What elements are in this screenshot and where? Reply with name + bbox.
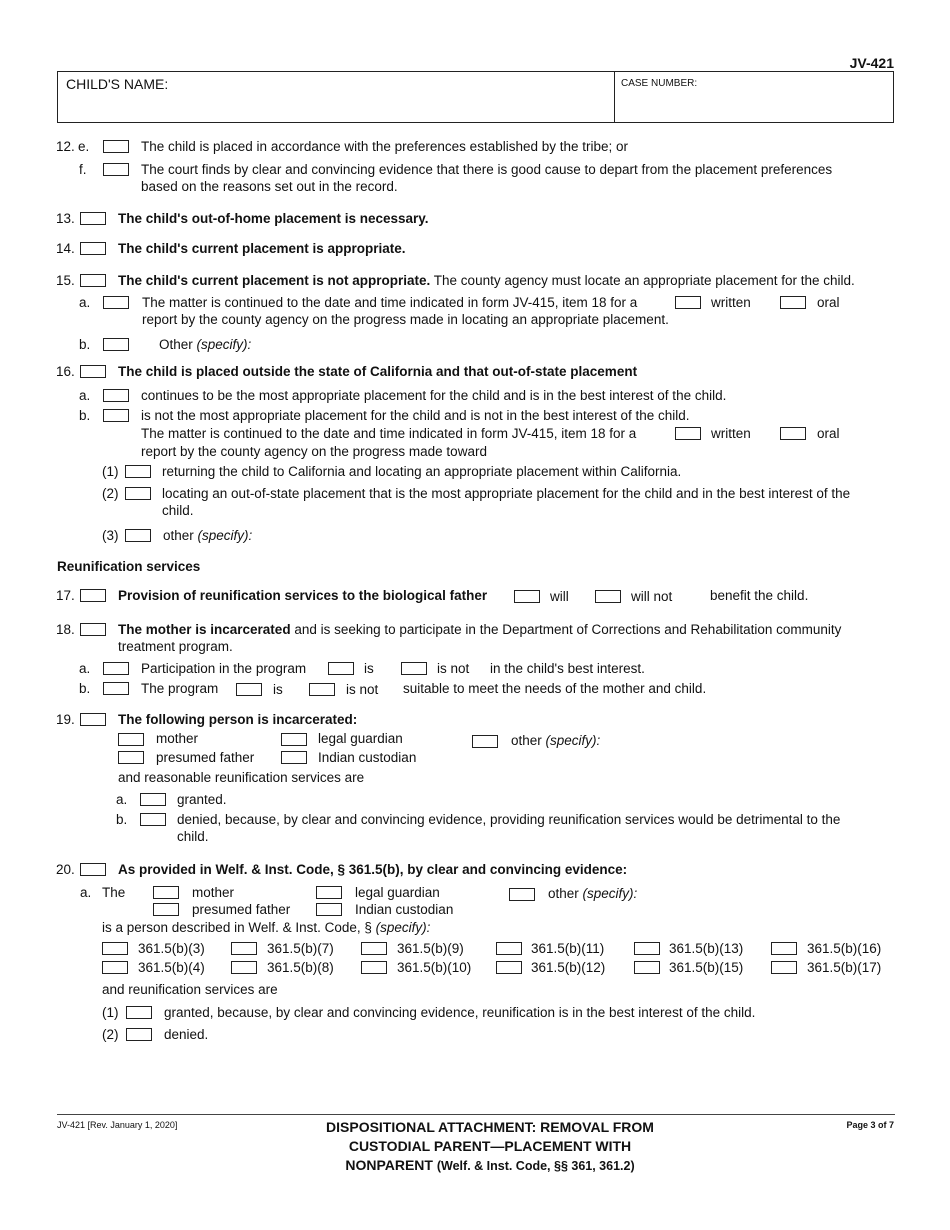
item-12-number: 12. [56,139,75,154]
item-20-2-number: (2) [102,1027,119,1042]
item-17-text: Provision of reunification services to the biological father [118,588,488,603]
item-18a-text: Participation in the program [141,661,307,676]
item-19b-checkbox[interactable] [140,813,166,826]
item-16b1-number: (1) [102,464,119,479]
item-18b-is-not-label: is not [346,682,379,697]
code-label: 361.5(b)(9) [397,941,464,956]
item-17-will-checkbox[interactable] [514,590,540,603]
item-18a-is-not-label: is not [437,661,470,676]
code-checkbox[interactable] [496,942,522,955]
item-16b2-number: (2) [102,486,119,501]
code-checkbox[interactable] [771,942,797,955]
item-20-indian-custodian-label: Indian custodian [355,902,454,917]
item-15b-text [159,337,251,352]
item-16b-written-label: written [711,426,751,441]
footer-title-nonparent: NONPARENT [345,1157,433,1173]
code-checkbox[interactable] [361,961,387,974]
item-16b2-text-1: locating an out-of-state placement that is the most appropriate placement for the child and in the best interest of the [162,486,851,501]
item-16b3-number: (3) [102,528,119,543]
item-13-checkbox[interactable] [80,212,106,225]
item-20-legal-guardian-checkbox[interactable] [316,886,342,899]
item-15a-written-checkbox[interactable] [675,296,701,309]
item-20-presumed-father-label: presumed father [192,902,291,917]
item-16b3-text [163,528,252,543]
footer-page-number: Page 3 of 7 [846,1120,894,1130]
item-18-rest-1: and is seeking to participate in the Department of Corrections and Rehabilitation community [294,622,842,637]
item-20-mother-label: mother [192,885,235,900]
item-18-text-1 [118,622,841,637]
item-20a-letter: a. [80,885,92,900]
item-12f-text-2: based on the reasons set out in the record. [141,179,398,194]
item-19a-checkbox[interactable] [140,793,166,806]
item-19-legal-guardian-label: legal guardian [318,731,403,746]
item-16b-text-1: is not the most appropriate placement for the child and is not in the best interest of the child. [141,408,690,423]
code-label: 361.5(b)(11) [531,941,605,956]
item-15a-oral-label: oral [817,295,840,310]
item-15a-letter: a. [79,295,91,310]
item-18b-letter: b. [79,681,91,696]
item-18a-letter: a. [79,661,91,676]
item-20-specify: (specify): [582,886,638,901]
item-20-reunification: and reunification services are [102,982,278,997]
item-20a-the: The [102,885,126,900]
item-20-person-described [102,920,430,935]
item-12e-text: The child is placed in accordance with the preferences established by the tribe; or [141,139,629,154]
item-20-1-number: (1) [102,1005,119,1020]
footer-title-code: (Welf. & Inst. Code, §§ 361, 361.2) [436,1159,635,1173]
item-15b-letter: b. [79,337,91,352]
item-20-presumed-father-checkbox[interactable] [153,903,179,916]
item-16b-checkbox[interactable] [103,409,129,422]
item-15a-oral-checkbox[interactable] [780,296,806,309]
item-20-1-checkbox[interactable] [126,1006,152,1019]
item-16-number: 16. [56,364,75,379]
item-12f-checkbox[interactable] [103,163,129,176]
item-14-checkbox[interactable] [80,242,106,255]
code-label: 361.5(b)(7) [267,941,334,956]
child-name-label: CHILD'S NAME: [66,76,169,92]
item-12f-text-1: The court finds by clear and convincing evidence that there is good cause to depart from the placement preferences [141,162,833,177]
item-17-checkbox[interactable] [80,589,106,602]
item-19b-letter: b. [116,812,128,827]
code-label: 361.5(b)(8) [267,960,334,975]
item-15-number: 15. [56,273,75,288]
item-16a-checkbox[interactable] [103,389,129,402]
item-18b-is-checkbox[interactable] [236,683,262,696]
item-16b-oral-checkbox[interactable] [780,427,806,440]
item-18a-checkbox[interactable] [103,662,129,675]
header-divider [614,71,615,123]
code-label: 361.5(b)(4) [138,960,205,975]
item-19-mother-label: mother [156,731,199,746]
form-id: JV-421 [849,55,894,71]
code-checkbox[interactable] [361,942,387,955]
item-15-rest: The county agency must locate an appropriate placement for the child. [433,273,855,288]
item-19-mother-checkbox[interactable] [118,733,144,746]
code-checkbox[interactable] [634,942,660,955]
footer-divider [57,1114,895,1115]
reunification-heading: Reunification services [57,559,201,574]
item-18b-checkbox[interactable] [103,682,129,695]
item-20-other-text [548,886,637,901]
item-15a-written-label: written [711,295,751,310]
item-15a-checkbox[interactable] [103,296,129,309]
item-20-person-specify: (specify): [375,920,431,935]
code-checkbox[interactable] [231,961,257,974]
item-20-1-text: granted, because, by clear and convincing evidence, reunification is in the best interest of the child. [164,1005,756,1020]
item-19b-text-1: denied, because, by clear and convincing evidence, providing reunification services would be detrimental to the [177,812,841,827]
item-20-indian-custodian-checkbox[interactable] [316,903,342,916]
item-15b-specify: (specify): [196,337,252,352]
item-19b-text-2: child. [177,829,209,844]
item-14-number: 14. [56,241,75,256]
item-19-legal-guardian-checkbox[interactable] [281,733,307,746]
item-18-text-2: treatment program. [118,639,233,654]
item-19-other-checkbox[interactable] [472,735,498,748]
item-15-bold: The child's current placement is not appropriate. [118,273,431,288]
item-18-number: 18. [56,622,75,637]
item-18a-is-label: is [364,661,374,676]
item-16b3-other: other [163,528,194,543]
code-checkbox[interactable] [496,961,522,974]
item-13-number: 13. [56,211,75,226]
item-19-presumed-father-label: presumed father [156,750,255,765]
code-label: 361.5(b)(10) [397,960,472,975]
item-16b-oral-label: oral [817,426,840,441]
code-checkbox[interactable] [102,942,128,955]
footer-title-line-2: CUSTODIAL PARENT—PLACEMENT WITH [348,1138,632,1154]
item-16b3-specify: (specify): [197,528,253,543]
item-20-number: 20. [56,862,75,877]
item-19-indian-custodian-label: Indian custodian [318,750,417,765]
footer-title [300,1118,680,1176]
code-checkbox[interactable] [231,942,257,955]
item-19-title: The following person is incarcerated: [118,712,358,727]
code-checkbox[interactable] [634,961,660,974]
item-19-specify: (specify): [545,733,601,748]
item-15b-other: Other [159,337,193,352]
item-18-checkbox[interactable] [80,623,106,636]
item-18a-is-checkbox[interactable] [328,662,354,675]
item-20-2-checkbox[interactable] [126,1028,152,1041]
item-17-will-label: will [550,589,569,604]
item-15b-checkbox[interactable] [103,338,129,351]
item-16b-written-checkbox[interactable] [675,427,701,440]
item-20-other-label: other [548,886,579,901]
item-12f-letter: f. [79,162,87,177]
item-19-number: 19. [56,712,75,727]
item-15a-text-1: The matter is continued to the date and time indicated in form JV-415, item 18 for a [142,295,638,310]
item-16b-text-3: report by the county agency on the progress made toward [141,444,487,459]
item-19-presumed-father-checkbox[interactable] [118,751,144,764]
item-18b-text: The program [141,681,219,696]
item-16b-letter: b. [79,408,91,423]
item-15-checkbox[interactable] [80,274,106,287]
item-15-text [118,273,855,288]
item-19-other-text [511,733,600,748]
code-checkbox[interactable] [771,961,797,974]
item-16a-text: continues to be the most appropriate placement for the child and is in the best interest of the child. [141,388,727,403]
item-17-end: benefit the child. [710,588,809,603]
item-18-bold: The mother is incarcerated [118,622,291,637]
item-17-number: 17. [56,588,75,603]
item-20-other-checkbox[interactable] [509,888,535,901]
item-16-title: The child is placed outside the state of California and that out-of-state placement [118,364,638,379]
item-16b2-text-2: child. [162,503,194,518]
item-14-text: The child's current placement is appropriate. [118,241,406,256]
item-16b1-checkbox[interactable] [125,465,151,478]
item-16b1-text: returning the child to California and locating an appropriate placement within California. [162,464,682,479]
item-19a-letter: a. [116,792,128,807]
item-17-will-not-checkbox[interactable] [595,590,621,603]
item-18a-is-not-checkbox[interactable] [401,662,427,675]
item-12e-letter: e. [78,139,90,154]
item-16b3-checkbox[interactable] [125,529,151,542]
item-20-person-text: is a person described in Welf. & Inst. Code, § [102,920,372,935]
item-17-will-not-label: will not [631,589,673,604]
item-19-checkbox[interactable] [80,713,106,726]
code-label: 361.5(b)(3) [138,941,205,956]
case-number-label: CASE NUMBER: [621,78,698,89]
item-16-checkbox[interactable] [80,365,106,378]
header-box [57,71,894,123]
item-16a-letter: a. [79,388,91,403]
footer-title-line-1: DISPOSITIONAL ATTACHMENT: REMOVAL FROM [326,1119,654,1135]
item-13-text: The child's out-of-home placement is necessary. [118,211,429,226]
item-12e-checkbox[interactable] [103,140,129,153]
item-20-2-text: denied. [164,1027,209,1042]
item-18b-is-not-checkbox[interactable] [309,683,335,696]
item-20-checkbox[interactable] [80,863,106,876]
code-checkbox[interactable] [102,961,128,974]
item-19-indian-custodian-checkbox[interactable] [281,751,307,764]
item-20-mother-checkbox[interactable] [153,886,179,899]
item-19a-text: granted. [177,792,227,807]
code-label: 361.5(b)(15) [669,960,744,975]
item-16b2-checkbox[interactable] [125,487,151,500]
code-label: 361.5(b)(12) [531,960,606,975]
code-label: 361.5(b)(17) [807,960,882,975]
code-label: 361.5(b)(13) [669,941,744,956]
footer-title-line-3 [300,1156,680,1176]
item-19-reasonable: and reasonable reunification services are [118,770,365,785]
item-20-legal-guardian-label: legal guardian [355,885,440,900]
item-15a-text-2: report by the county agency on the progress made in locating an appropriate placement. [142,312,669,327]
item-18b-end: suitable to meet the needs of the mother and child. [403,681,707,696]
item-18b-is-label: is [273,682,283,697]
code-label: 361.5(b)(16) [807,941,882,956]
item-19-other-label: other [511,733,542,748]
item-16b-text-2: The matter is continued to the date and time indicated in form JV-415, item 18 for a [141,426,637,441]
item-20-title: As provided in Welf. & Inst. Code, § 361.5(b), by clear and convincing evidence: [118,862,628,877]
item-18a-end: in the child's best interest. [490,661,645,676]
footer-revision: JV-421 [Rev. January 1, 2020] [57,1120,178,1130]
